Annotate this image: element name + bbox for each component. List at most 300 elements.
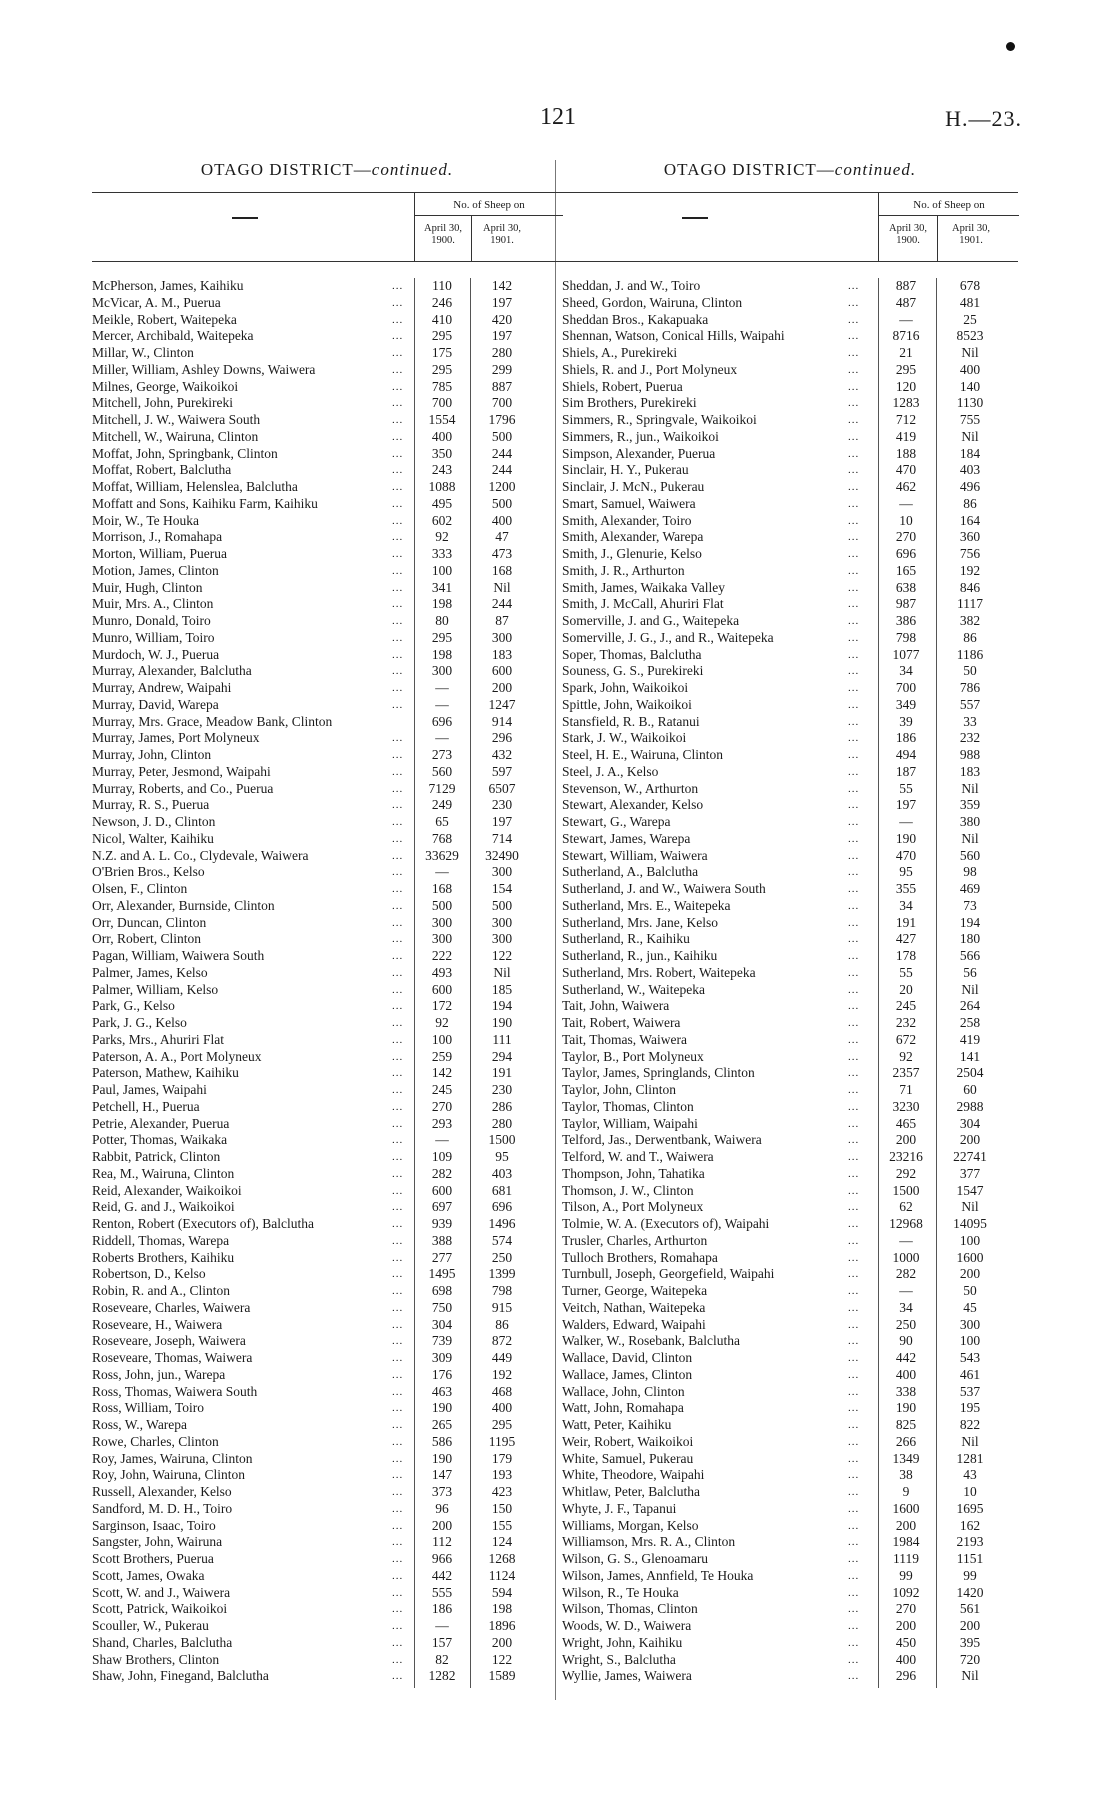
- table-row: [562, 1283, 1018, 1300]
- table-row: [92, 395, 562, 412]
- owner-name: Russell, Alexander, Kelso: [92, 1484, 232, 1499]
- sheep-1901: 111: [492, 1031, 512, 1047]
- table-row: [92, 446, 562, 463]
- sheep-1900: 696: [895, 546, 917, 561]
- leader-dots: ...: [848, 816, 860, 828]
- table-row: [562, 1049, 1018, 1066]
- leader-dots: ...: [848, 1151, 860, 1163]
- leader-dots: ...: [848, 698, 860, 711]
- leader-dots: ...: [848, 866, 860, 879]
- table-row: [562, 1149, 1018, 1166]
- owner-name: Roseveare, Charles, Waiwera: [92, 1299, 251, 1315]
- owner-name: Ross, W., Warepa: [92, 1417, 188, 1432]
- sheep-1901: 195: [959, 1400, 981, 1416]
- leader-dots: ...: [848, 1402, 860, 1415]
- table-row: [92, 513, 562, 530]
- leader-dots: ...: [392, 849, 404, 862]
- leader-dots: ...: [392, 1335, 404, 1348]
- table-row: [562, 278, 1018, 295]
- table-row: [92, 1551, 562, 1568]
- table-row: [562, 1266, 1018, 1283]
- sheep-1900: 90: [899, 1333, 913, 1349]
- table-row: [92, 1250, 562, 1267]
- sheep-1900: 495: [431, 495, 453, 511]
- owner-name: Roseveare, Joseph, Waiwera: [92, 1333, 246, 1349]
- sheep-1900: 142: [431, 1065, 453, 1081]
- sheep-1900: 1088: [428, 479, 456, 494]
- sheep-1901: 594: [491, 1584, 513, 1600]
- table-row: [562, 1451, 1018, 1468]
- leader-dots: ...: [848, 447, 860, 460]
- sheep-1900: 9: [902, 1484, 910, 1499]
- sheep-1901: 191: [491, 1065, 513, 1081]
- sheep-1900: 987: [895, 596, 917, 612]
- sheep-1900: 300: [431, 663, 453, 679]
- leader-dots: ...: [848, 313, 860, 326]
- sheep-1901: 180: [959, 931, 981, 947]
- table-row: [92, 1501, 562, 1518]
- sheep-1900: —: [899, 311, 913, 327]
- header-1900: April 30, 1900.: [424, 223, 462, 246]
- leader-dots: ...: [848, 497, 860, 510]
- sheep-1900: 500: [431, 897, 453, 913]
- owner-name: N.Z. and A. L. Co., Clydevale, Waiwera: [92, 847, 309, 863]
- owner-name: Telford, W. and T., Waiwera: [562, 1149, 714, 1164]
- sheep-1901: 56: [963, 964, 977, 980]
- sheep-1901: Nil: [961, 1199, 979, 1215]
- sheep-1900: 400: [895, 1366, 917, 1382]
- sheep-1900: 250: [895, 1316, 917, 1332]
- sheep-1900: 600: [431, 981, 453, 997]
- owner-name: Sinclair, H. Y., Pukerau: [562, 462, 689, 478]
- sheep-1901: 400: [491, 1400, 513, 1416]
- owner-name: Roseveare, H., Waiwera: [92, 1316, 223, 1332]
- table-row: [562, 362, 1018, 379]
- sheep-1900: 373: [431, 1484, 453, 1499]
- sheep-1901: 194: [491, 998, 513, 1014]
- sheep-1901: 468: [491, 1383, 513, 1399]
- sheep-1900: 33629: [425, 847, 459, 863]
- sheep-1901: 192: [491, 1366, 513, 1382]
- sheep-1901: 244: [491, 445, 513, 461]
- sheep-1901: 300: [491, 864, 513, 880]
- leader-dots: ...: [392, 799, 404, 812]
- leader-dots: ...: [848, 414, 860, 426]
- sheep-1901: 184: [959, 445, 981, 461]
- leader-dots: ...: [392, 883, 404, 895]
- leader-dots: ...: [848, 1352, 860, 1364]
- sheep-1901: 244: [491, 462, 513, 478]
- sheep-1901: 1124: [488, 1567, 516, 1583]
- sheep-1901: 300: [491, 629, 513, 645]
- table-row: [562, 613, 1018, 630]
- sheep-1901: 50: [963, 663, 977, 679]
- leader-dots: ...: [392, 347, 404, 359]
- table-row: [562, 1216, 1018, 1233]
- owner-name: Park, J. G., Kelso: [92, 1015, 187, 1030]
- leader-dots: ...: [848, 749, 860, 761]
- sheep-1901: 33: [963, 713, 977, 729]
- owner-name: Sutherland, R., Kaihiku: [562, 931, 690, 947]
- owner-name: Scott, W. and J., Waiwera: [92, 1584, 231, 1600]
- sheep-1901: 1547: [956, 1182, 984, 1198]
- sheep-1901: 887: [491, 378, 513, 394]
- table-row: [562, 1618, 1018, 1635]
- sheep-1900: 785: [431, 378, 453, 394]
- sheep-1900: 1495: [428, 1266, 456, 1282]
- owner-name: Simmers, R., Springvale, Waikoikoi: [562, 412, 757, 427]
- sheep-1900: 190: [895, 1400, 917, 1416]
- leader-dots: ...: [392, 1385, 404, 1398]
- table-row: [562, 864, 1018, 881]
- leader-dots: ...: [848, 1469, 860, 1482]
- owner-name: Steel, H. E., Wairuna, Clinton: [562, 747, 724, 762]
- owner-name: Thomson, J. W., Clinton: [562, 1182, 694, 1198]
- table-row: [562, 630, 1018, 647]
- leader-dots: ...: [392, 414, 404, 426]
- leader-dots: ...: [848, 665, 860, 678]
- owner-name: Sutherland, Mrs. Robert, Waitepeka: [562, 964, 756, 980]
- leader-dots: ...: [848, 581, 860, 594]
- sheep-1900: 147: [431, 1467, 453, 1483]
- leader-dots: ...: [848, 1519, 860, 1532]
- sheep-1900: 198: [431, 646, 453, 662]
- owner-name: Sheddan Bros., Kakapuaka: [562, 311, 709, 327]
- sheep-1900: 112: [432, 1534, 452, 1550]
- owner-name: Millar, W., Clinton: [92, 345, 194, 360]
- sheep-1900: —: [435, 696, 449, 712]
- leader-dots: ...: [848, 363, 860, 376]
- sheep-1901: 574: [491, 1232, 513, 1248]
- table-row: [92, 462, 562, 479]
- header-group-label: No. of Sheep on: [453, 199, 525, 211]
- sheep-1901: 560: [959, 847, 981, 863]
- sheep-1900: 55: [899, 964, 913, 980]
- leader-dots: ...: [848, 782, 860, 795]
- owner-name: Shiels, A., Purekireki: [562, 345, 678, 360]
- leader-dots: ...: [848, 1050, 860, 1063]
- owner-name: Watt, John, Romahapa: [562, 1400, 684, 1416]
- sheep-1901: 122: [491, 1651, 513, 1667]
- table-header: [562, 192, 1018, 262]
- district-heading: [562, 160, 1018, 180]
- owner-name: Pagan, William, Waiwera South: [92, 948, 265, 963]
- owner-name: Stewart, Alexander, Kelso: [562, 797, 704, 813]
- sheep-1901: 537: [959, 1383, 981, 1399]
- sheep-1900: 1984: [892, 1534, 920, 1550]
- owner-name: Miller, William, Ashley Downs, Waiwera: [92, 361, 316, 377]
- leader-dots: ...: [848, 950, 860, 962]
- table-row: [562, 965, 1018, 982]
- sheep-1900: 23216: [889, 1149, 923, 1164]
- table-row: [92, 1032, 562, 1049]
- sheep-1901: 359: [959, 797, 981, 813]
- owner-name: Wallace, David, Clinton: [562, 1350, 693, 1365]
- owner-name: Robin, R. and A., Clinton: [92, 1283, 231, 1298]
- table-row: [92, 714, 562, 731]
- sheep-1901: 798: [491, 1283, 513, 1298]
- owner-name: Paterson, A. A., Port Molyneux: [92, 1048, 262, 1064]
- leader-dots: ...: [392, 1318, 404, 1331]
- sheep-1901: 142: [491, 278, 513, 293]
- sheep-1901: 1796: [488, 412, 516, 427]
- owner-name: Sarginson, Isaac, Toiro: [92, 1517, 216, 1533]
- table-row: [92, 1467, 562, 1484]
- leader-dots: ...: [392, 615, 404, 627]
- owner-name: Trusler, Charles, Arthurton: [562, 1232, 708, 1248]
- sheep-1901: 304: [959, 1115, 981, 1131]
- sheep-1900: 304: [431, 1316, 453, 1332]
- owner-name: Steel, J. A., Kelso: [562, 763, 659, 779]
- sheep-1901: 1281: [956, 1450, 984, 1466]
- table-row: [92, 479, 562, 496]
- leader-dots: ...: [848, 1100, 860, 1113]
- owner-name: Taylor, B., Port Molyneux: [562, 1048, 704, 1064]
- leader-dots: ...: [392, 313, 404, 326]
- sheep-1901: 296: [491, 730, 513, 746]
- sheep-1900: 696: [431, 713, 453, 729]
- owner-name: Murray, David, Warepa: [92, 696, 219, 712]
- owner-name: Shand, Charles, Balclutha: [92, 1634, 233, 1650]
- sheep-1900: 109: [431, 1149, 453, 1164]
- sheep-1900: 638: [895, 579, 917, 595]
- sheep-1900: 100: [431, 562, 453, 578]
- sheep-1901: 678: [959, 278, 981, 293]
- owner-name: Smith, J. R., Arthurton: [562, 562, 685, 578]
- owner-name: Petchell, H., Puerua: [92, 1098, 200, 1114]
- leader-dots: ...: [392, 1167, 404, 1180]
- sheep-1900: 34: [899, 897, 913, 913]
- district-continued: continued.: [371, 160, 454, 179]
- sheep-1901: 230: [491, 797, 513, 813]
- leader-dots: ...: [848, 1301, 860, 1314]
- sheep-1900: 270: [431, 1098, 453, 1114]
- owner-name: Tilson, A., Port Molyneux: [562, 1199, 704, 1215]
- leader-dots: ...: [848, 1553, 860, 1565]
- sheep-1901: 395: [959, 1634, 981, 1650]
- leader-dots: ...: [848, 1452, 860, 1465]
- sheep-1900: 38: [899, 1467, 913, 1483]
- leader-dots: ...: [848, 296, 860, 309]
- table-row: [562, 345, 1018, 362]
- sheep-1900: 295: [431, 629, 453, 645]
- sheep-1901: 141: [959, 1048, 981, 1064]
- table-row: [562, 1032, 1018, 1049]
- sheep-1900: 410: [431, 311, 453, 327]
- leader-dots: ...: [392, 1469, 404, 1482]
- sheep-1901: 232: [959, 730, 981, 746]
- table-row: [562, 1601, 1018, 1618]
- table-row: [562, 1300, 1018, 1317]
- sheep-1900: 200: [431, 1517, 453, 1533]
- owner-name: Renton, Robert (Executors of), Balclutha: [92, 1216, 314, 1231]
- sheep-1900: 232: [895, 1015, 917, 1030]
- sheep-1900: 65: [435, 814, 449, 829]
- owner-name: Walders, Edward, Waipahi: [562, 1316, 706, 1332]
- leader-dots: ...: [392, 1218, 404, 1230]
- sheep-1901: 1200: [488, 479, 516, 494]
- sheep-1901: 25: [963, 311, 977, 327]
- sheep-1900: 355: [895, 881, 917, 896]
- leader-dots: ...: [848, 1017, 860, 1029]
- sheep-1901: 1151: [956, 1551, 984, 1566]
- sheep-1901: 168: [491, 562, 513, 578]
- table-row: [562, 1384, 1018, 1401]
- sheep-1900: 450: [895, 1634, 917, 1650]
- leader-dots: ...: [848, 280, 860, 292]
- sheep-1901: 449: [491, 1350, 513, 1365]
- sheep-1901: Nil: [961, 780, 979, 796]
- leader-dots: ...: [848, 832, 860, 845]
- sheep-1900: 190: [431, 1400, 453, 1416]
- sheep-1901: 43: [963, 1467, 977, 1483]
- table-row: [92, 496, 562, 513]
- owner-name: Murray, James, Port Molyneux: [92, 730, 260, 746]
- district-heading: [92, 160, 562, 180]
- sheep-1901: 124: [491, 1534, 513, 1550]
- sheep-1900: 270: [895, 1601, 917, 1617]
- sheep-1900: 186: [431, 1601, 453, 1617]
- table-row: [92, 998, 562, 1015]
- owner-name: Munro, William, Toiro: [92, 629, 215, 645]
- owner-name: Moffat, John, Springbank, Clinton: [92, 445, 278, 461]
- leader-dots: ...: [848, 1067, 860, 1080]
- sheep-1901: 1130: [956, 395, 984, 411]
- leader-dots: ...: [848, 1368, 860, 1381]
- sheep-1901: 200: [491, 1634, 513, 1650]
- table-row: [562, 1082, 1018, 1099]
- sheep-1900: 20: [899, 981, 913, 997]
- leader-dots: ...: [392, 1553, 404, 1565]
- sheep-1901: Nil: [961, 428, 979, 444]
- leader-dots: ...: [392, 1402, 404, 1415]
- table-row: [92, 278, 562, 295]
- owner-name: Taylor, William, Waipahi: [562, 1115, 698, 1131]
- table-row: [92, 1317, 562, 1334]
- leader-dots: ...: [848, 1502, 860, 1515]
- sheep-1901: 122: [491, 948, 513, 963]
- leader-dots: ...: [848, 1218, 860, 1230]
- table-row: [92, 1015, 562, 1032]
- leader-dots: ...: [392, 1268, 404, 1281]
- leader-dots: ...: [392, 899, 404, 912]
- sheep-1900: 295: [431, 328, 453, 344]
- sheep-1901: 60: [963, 1082, 977, 1097]
- sheep-1901: 258: [959, 1015, 981, 1030]
- owner-name: Souness, G. S., Purekireki: [562, 663, 704, 679]
- leader-dots: ...: [848, 1335, 860, 1348]
- table-row: [92, 915, 562, 932]
- leader-dots: ...: [848, 682, 860, 694]
- table-row: [92, 1166, 562, 1183]
- sheep-1901: 198: [491, 1601, 513, 1617]
- table-row: [562, 462, 1018, 479]
- table-row: [562, 1183, 1018, 1200]
- sheep-1901: 150: [491, 1500, 513, 1516]
- table-row: [562, 697, 1018, 714]
- leader-dots: ...: [392, 1519, 404, 1532]
- sheep-1901: 496: [959, 479, 981, 494]
- table-row: [92, 831, 562, 848]
- sheep-1901: Nil: [961, 345, 979, 360]
- sheep-1900: 12968: [889, 1216, 923, 1231]
- owner-name: Motion, James, Clinton: [92, 562, 219, 578]
- sheep-1901: 700: [491, 395, 513, 411]
- table-row: [562, 1015, 1018, 1032]
- sheep-1901: 200: [959, 1618, 981, 1633]
- sheep-1901: Nil: [961, 830, 979, 846]
- page-number: 121: [540, 104, 576, 130]
- sheep-1901: 87: [495, 613, 509, 628]
- owner-name: Stewart, William, Waiwera: [562, 847, 708, 863]
- table-row: [562, 1233, 1018, 1250]
- leader-dots: ...: [392, 765, 404, 778]
- table-row: [562, 496, 1018, 513]
- sheep-1901: 295: [491, 1417, 513, 1432]
- leader-dots: ...: [392, 1536, 404, 1549]
- sheep-1901: 1695: [956, 1500, 984, 1516]
- owner-name: Nicol, Walter, Kaihiku: [92, 830, 214, 846]
- leader-dots: ...: [392, 564, 404, 577]
- owner-name: Orr, Alexander, Burnside, Clinton: [92, 897, 275, 913]
- owner-name: Murray, Roberts, and Co., Puerua: [92, 780, 274, 796]
- owner-name: Wilson, R., Te Houka: [562, 1584, 679, 1600]
- sheep-1900: —: [899, 495, 913, 511]
- table-row: [92, 730, 562, 747]
- table-row: [92, 1132, 562, 1149]
- table-row: [92, 1534, 562, 1551]
- table-row: [92, 1367, 562, 1384]
- table-row: [562, 931, 1018, 948]
- sheep-1901: 500: [491, 897, 513, 913]
- table-row: [562, 848, 1018, 865]
- owner-name: Scott, Patrick, Waikoikoi: [92, 1601, 228, 1617]
- table-row: [92, 1082, 562, 1099]
- sheep-1901: 557: [959, 696, 981, 712]
- table-row: [92, 345, 562, 362]
- table-row: [562, 1099, 1018, 1116]
- owner-name: Wright, John, Kaihiku: [562, 1634, 683, 1650]
- sheep-1900: 176: [431, 1366, 453, 1382]
- table-row: [562, 328, 1018, 345]
- sheep-1900: 939: [431, 1216, 453, 1231]
- table-row: [92, 1417, 562, 1434]
- sheep-1900: 200: [895, 1517, 917, 1533]
- owner-name: Parks, Mrs., Ahuriri Flat: [92, 1031, 225, 1047]
- sheep-1901: 872: [491, 1333, 513, 1349]
- sheep-1900: 700: [431, 395, 453, 411]
- owner-name: Taylor, Thomas, Clinton: [562, 1098, 694, 1114]
- leader-dots: ...: [848, 715, 860, 728]
- sheep-1900: 3230: [892, 1098, 920, 1114]
- sheep-1901: 420: [491, 311, 513, 327]
- leader-dots: ...: [392, 698, 404, 711]
- sheep-1900: 266: [895, 1433, 917, 1449]
- sheep-1900: 277: [431, 1249, 453, 1265]
- table-row: [92, 1484, 562, 1501]
- owner-name: Murray, R. S., Puerua: [92, 797, 210, 813]
- sheep-1900: 172: [431, 998, 453, 1014]
- sheep-1901: 47: [495, 529, 509, 545]
- owner-name: Sim Brothers, Purekireki: [562, 395, 697, 411]
- table-row: [562, 1551, 1018, 1568]
- owner-name: Sandford, M. D. H., Toiro: [92, 1500, 233, 1516]
- sheep-1901: 2193: [956, 1534, 984, 1550]
- owner-name: Smith, James, Waikaka Valley: [562, 579, 726, 595]
- sheep-1901: 786: [959, 680, 981, 695]
- table-row: [562, 1132, 1018, 1149]
- table-row: [92, 797, 562, 814]
